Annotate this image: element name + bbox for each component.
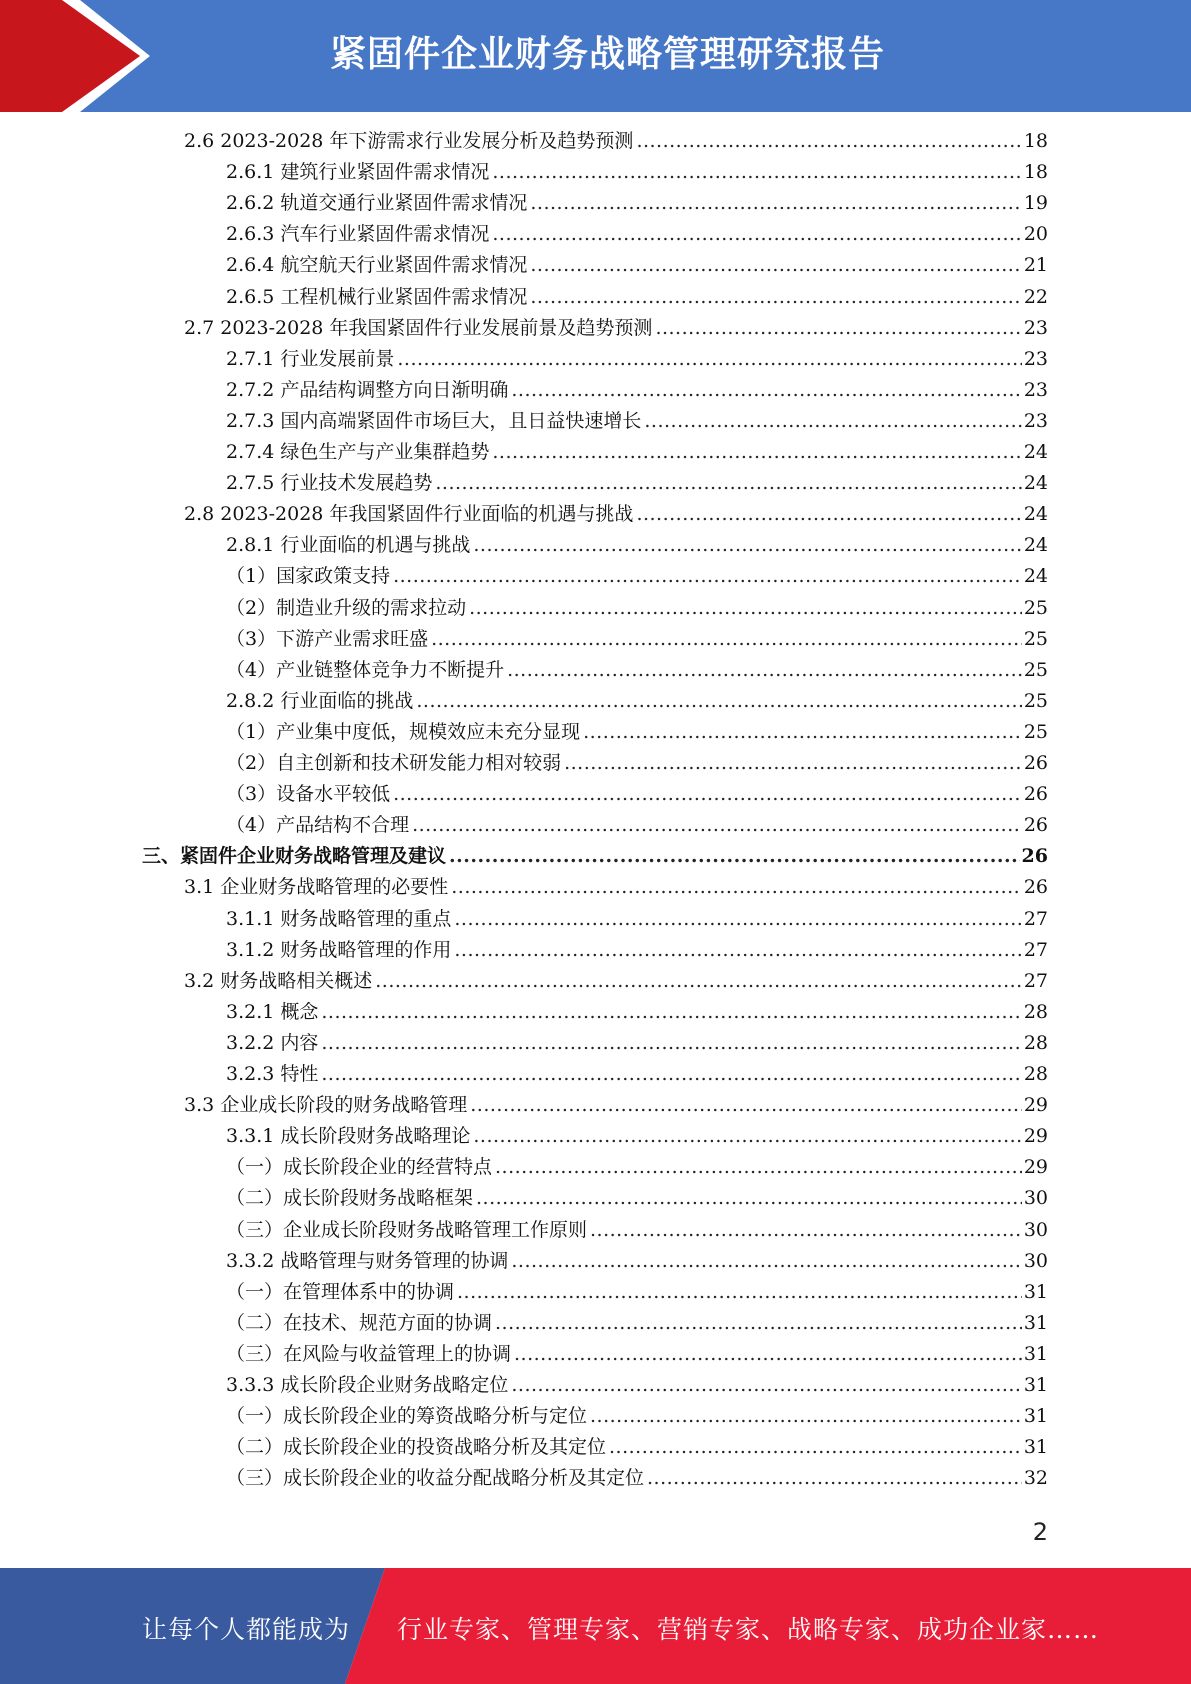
toc-entry-page: 27 bbox=[1023, 938, 1048, 961]
toc-entry-title: 2.8 2023-2028 年我国紧固件行业面临的机遇与挑战 bbox=[184, 503, 634, 526]
toc-entry-title: 3.3 企业成长阶段的财务战略管理 bbox=[184, 1094, 468, 1117]
toc-entry[interactable] bbox=[226, 282, 1048, 313]
toc-entry-title: 2.8.2 行业面临的挑战 bbox=[226, 689, 414, 712]
toc-entry[interactable] bbox=[226, 1152, 1048, 1183]
toc-dot-leader bbox=[470, 1090, 1022, 1121]
toc-entry-title: （三）企业成长阶段财务战略管理工作原则 bbox=[226, 1218, 588, 1241]
toc-dot-leader bbox=[454, 935, 1021, 966]
toc-entry-title: 3.3.3 成长阶段企业财务战略定位 bbox=[226, 1374, 509, 1396]
toc-dot-leader bbox=[583, 717, 1022, 748]
toc-entry-page: 25 bbox=[1023, 720, 1048, 743]
toc-dot-leader bbox=[321, 1059, 1021, 1090]
toc-entry-title: 2.7.3 国内高端紧固件市场巨大，且日益快速增长 bbox=[226, 409, 642, 432]
toc-entry-title: （3）下游产业需求旺盛 bbox=[226, 627, 429, 650]
toc-entry-page: 31 bbox=[1023, 1436, 1048, 1459]
toc-entry-title: （1）国家政策支持 bbox=[226, 565, 391, 588]
toc-entry-page: 25 bbox=[1023, 627, 1048, 650]
toc-dot-leader bbox=[435, 468, 1021, 499]
toc-entry[interactable] bbox=[226, 375, 1048, 406]
toc-entry-page: 20 bbox=[1023, 223, 1048, 246]
toc-entry-page: 30 bbox=[1023, 1218, 1048, 1241]
toc-entry-page: 28 bbox=[1023, 1063, 1048, 1085]
toc-dot-leader bbox=[564, 748, 1022, 779]
toc-entry[interactable] bbox=[226, 1401, 1048, 1432]
toc-entry-page: 27 bbox=[1023, 907, 1048, 930]
toc-entry-page: 28 bbox=[1023, 1000, 1048, 1023]
toc-dot-leader bbox=[393, 561, 1022, 592]
toc-entry[interactable] bbox=[226, 468, 1048, 499]
toc-dot-leader bbox=[454, 904, 1021, 935]
toc-entry[interactable] bbox=[184, 126, 1048, 157]
toc-entry-page: 19 bbox=[1023, 192, 1048, 215]
toc-entry-page: 30 bbox=[1023, 1249, 1048, 1272]
toc-entry-title: （一）在管理体系中的协调 bbox=[226, 1280, 455, 1303]
toc-entry-page: 24 bbox=[1023, 472, 1048, 495]
toc-entry-page: 26 bbox=[1023, 814, 1048, 837]
toc-entry-title: （1）产业集中度低，规模效应未充分显现 bbox=[226, 720, 581, 743]
toc-entry-title: （3）设备水平较低 bbox=[226, 783, 391, 806]
toc-entry-title: （2）自主创新和技术研发能力相对较弱 bbox=[226, 752, 562, 774]
toc-dot-leader bbox=[647, 1463, 1022, 1494]
toc-entry-page: 26 bbox=[1023, 752, 1048, 774]
toc-entry-page: 31 bbox=[1023, 1311, 1048, 1334]
toc-entry[interactable] bbox=[184, 313, 1048, 344]
toc-entry[interactable] bbox=[226, 717, 1048, 748]
toc-entry-title: 2.8.1 行业面临的机遇与挑战 bbox=[226, 534, 471, 557]
toc-entry-page: 25 bbox=[1023, 689, 1048, 712]
toc-entry-page: 29 bbox=[1023, 1094, 1048, 1117]
toc-entry-title: 3.2.2 内容 bbox=[226, 1031, 319, 1054]
report-title: 紧固件企业财务战略管理研究报告 bbox=[329, 34, 885, 75]
toc-dot-leader bbox=[431, 624, 1022, 655]
toc-entry[interactable] bbox=[226, 686, 1048, 717]
toc-entry[interactable] bbox=[226, 219, 1048, 250]
toc-entry-page: 24 bbox=[1023, 534, 1048, 557]
toc-entry-title: （二）成长阶段财务战略框架 bbox=[226, 1187, 474, 1210]
toc-dot-leader bbox=[511, 1246, 1021, 1277]
toc-dot-leader bbox=[655, 313, 1021, 344]
toc-dot-leader bbox=[451, 872, 1022, 903]
toc-entry[interactable] bbox=[184, 1090, 1048, 1121]
toc-dot-leader bbox=[457, 1277, 1022, 1308]
toc-entry-title: 3.2.3 特性 bbox=[226, 1063, 319, 1085]
toc-entry-title: 3.1.2 财务战略管理的作用 bbox=[226, 938, 452, 961]
toc-entry[interactable] bbox=[226, 1277, 1048, 1308]
toc-entry-page: 18 bbox=[1023, 130, 1048, 152]
toc-dot-leader bbox=[469, 593, 1022, 624]
toc-entry-page: 18 bbox=[1023, 161, 1048, 184]
toc-dot-leader bbox=[321, 997, 1021, 1028]
toc-entry[interactable] bbox=[226, 655, 1048, 686]
toc-entry[interactable] bbox=[226, 530, 1048, 561]
toc-entry-page: 25 bbox=[1023, 658, 1048, 681]
toc-dot-leader bbox=[412, 810, 1022, 841]
toc-dot-leader bbox=[644, 406, 1021, 437]
toc-dot-leader bbox=[636, 499, 1021, 530]
toc-entry-title: 3.1 企业财务战略管理的必要性 bbox=[184, 876, 449, 899]
toc-dot-leader bbox=[495, 1152, 1022, 1183]
toc-entry-title: 2.7.1 行业发展前景 bbox=[226, 347, 395, 370]
toc-dot-leader bbox=[416, 686, 1021, 717]
toc-entry-page: 31 bbox=[1023, 1405, 1048, 1428]
toc-entry-title: 2.6.2 轨道交通行业紧固件需求情况 bbox=[226, 192, 528, 215]
toc-dot-leader bbox=[393, 779, 1022, 810]
toc-dot-leader bbox=[375, 966, 1022, 997]
toc-entry-title: （三）成长阶段企业的收益分配战略分析及其定位 bbox=[226, 1467, 645, 1490]
toc-entry-page: 26 bbox=[1021, 845, 1048, 868]
toc-entry[interactable] bbox=[226, 1246, 1048, 1277]
toc-entry-title: （二）在技术、规范方面的协调 bbox=[226, 1311, 493, 1334]
toc-dot-leader bbox=[492, 219, 1021, 250]
toc-entry-title: （2）制造业升级的需求拉动 bbox=[226, 596, 467, 619]
toc-entry-title: 3.2.1 概念 bbox=[226, 1000, 319, 1023]
toc-entry-title: 2.7.5 行业技术发展趋势 bbox=[226, 472, 433, 495]
toc-entry-title: （4）产业链整体竞争力不断提升 bbox=[226, 658, 505, 681]
toc-entry-title: 2.6.1 建筑行业紧固件需求情况 bbox=[226, 161, 490, 184]
toc-entry[interactable] bbox=[226, 935, 1048, 966]
toc-entry[interactable] bbox=[226, 1059, 1048, 1090]
toc-dot-leader bbox=[530, 250, 1021, 281]
toc-dot-leader bbox=[473, 1121, 1021, 1152]
toc-entry-title: 2.7.4 绿色生产与产业集群趋势 bbox=[226, 441, 490, 463]
toc-entry[interactable] bbox=[184, 966, 1048, 997]
toc-dot-leader bbox=[636, 126, 1021, 157]
toc-entry[interactable] bbox=[226, 1308, 1048, 1339]
page-footer bbox=[0, 1568, 1191, 1684]
toc-entry[interactable] bbox=[226, 624, 1048, 655]
toc-entry-page: 23 bbox=[1023, 316, 1048, 339]
toc-entry-title: 2.7 2023-2028 年我国紧固件行业发展前景及趋势预测 bbox=[184, 316, 653, 339]
toc-entry-page: 21 bbox=[1023, 254, 1048, 277]
toc-entry[interactable] bbox=[226, 1339, 1048, 1370]
toc-dot-leader bbox=[590, 1401, 1022, 1432]
toc-entry[interactable] bbox=[184, 872, 1048, 903]
toc-entry-page: 24 bbox=[1023, 503, 1048, 526]
toc-entry[interactable] bbox=[226, 437, 1048, 468]
toc-entry-title: （二）成长阶段企业的投资战略分析及其定位 bbox=[226, 1436, 607, 1459]
toc-entry-page: 29 bbox=[1023, 1125, 1048, 1148]
toc-entry-page: 23 bbox=[1023, 378, 1048, 401]
toc-entry[interactable] bbox=[226, 1183, 1048, 1214]
toc-entry-title: 三、紧固件企业财务战略管理及建议 bbox=[142, 845, 447, 868]
toc-entry-page: 27 bbox=[1023, 969, 1048, 992]
toc-dot-leader bbox=[476, 1183, 1022, 1214]
toc-entry-page: 24 bbox=[1023, 565, 1048, 588]
toc-entry[interactable] bbox=[226, 157, 1048, 188]
toc-entry[interactable] bbox=[142, 841, 1048, 872]
toc-dot-leader bbox=[492, 437, 1021, 468]
toc-entry[interactable] bbox=[226, 406, 1048, 437]
toc-entry-page: 26 bbox=[1023, 783, 1048, 806]
toc-entry[interactable] bbox=[226, 810, 1048, 841]
toc-entry[interactable] bbox=[184, 499, 1048, 530]
toc-dot-leader bbox=[492, 157, 1021, 188]
toc-entry-page: 24 bbox=[1023, 441, 1048, 463]
toc-entry[interactable] bbox=[226, 250, 1048, 281]
toc-dot-leader bbox=[590, 1215, 1022, 1246]
toc-entry-title: 3.3.1 成长阶段财务战略理论 bbox=[226, 1125, 471, 1148]
toc-dot-leader bbox=[507, 655, 1022, 686]
toc-dot-leader bbox=[397, 344, 1021, 375]
toc-entry-title: 3.1.1 财务战略管理的重点 bbox=[226, 907, 452, 930]
toc-entry-title: 2.7.2 产品结构调整方向日渐明确 bbox=[226, 378, 509, 401]
toc-entry[interactable] bbox=[226, 1463, 1048, 1494]
toc-entry[interactable] bbox=[226, 593, 1048, 624]
page-number: 2 bbox=[1032, 1518, 1048, 1546]
toc-dot-leader bbox=[530, 282, 1021, 313]
toc-entry-title: （一）成长阶段企业的筹资战略分析与定位 bbox=[226, 1405, 588, 1428]
toc-dot-leader bbox=[449, 841, 1020, 872]
toc-entry-page: 30 bbox=[1023, 1187, 1048, 1210]
toc-entry-title: 3.2 财务战略相关概述 bbox=[184, 969, 373, 992]
toc-entry[interactable] bbox=[226, 748, 1048, 779]
toc-entry-title: 2.6.4 航空航天行业紧固件需求情况 bbox=[226, 254, 528, 277]
toc-entry-title: （4）产品结构不合理 bbox=[226, 814, 410, 837]
toc-dot-leader bbox=[495, 1308, 1022, 1339]
toc-entry-page: 31 bbox=[1023, 1280, 1048, 1303]
toc-entry-page: 32 bbox=[1023, 1467, 1048, 1490]
toc-entry-page: 31 bbox=[1023, 1342, 1048, 1365]
toc-entry-page: 26 bbox=[1023, 876, 1048, 899]
toc-entry[interactable] bbox=[226, 904, 1048, 935]
toc-entry-page: 23 bbox=[1023, 347, 1048, 370]
toc-entry-title: （一）成长阶段企业的经营特点 bbox=[226, 1156, 493, 1179]
page-header bbox=[0, 0, 1191, 112]
toc-dot-leader bbox=[609, 1432, 1022, 1463]
toc-entry-page: 28 bbox=[1023, 1031, 1048, 1054]
toc-entry-page: 31 bbox=[1023, 1374, 1048, 1396]
toc-entry-page: 23 bbox=[1023, 409, 1048, 432]
toc-entry[interactable] bbox=[226, 1370, 1048, 1401]
toc-entry-title: （三）在风险与收益管理上的协调 bbox=[226, 1342, 512, 1365]
toc-entry[interactable] bbox=[226, 561, 1048, 592]
toc-entry-title: 2.6.3 汽车行业紧固件需求情况 bbox=[226, 223, 490, 246]
footer-slogan-right: 行业专家、管理专家、营销专家、战略专家、成功企业家…… bbox=[397, 1615, 1100, 1644]
toc-entry-title: 2.6 2023-2028 年下游需求行业发展分析及趋势预测 bbox=[184, 130, 634, 152]
toc-dot-leader bbox=[321, 1028, 1021, 1059]
toc-dot-leader bbox=[473, 530, 1021, 561]
toc-dot-leader bbox=[511, 375, 1021, 406]
toc-entry[interactable] bbox=[226, 188, 1048, 219]
toc-entry-title: 2.6.5 工程机械行业紧固件需求情况 bbox=[226, 285, 528, 308]
toc-entry-page: 22 bbox=[1023, 285, 1048, 308]
toc-entry[interactable] bbox=[226, 997, 1048, 1028]
toc-dot-leader bbox=[511, 1370, 1021, 1401]
toc-dot-leader bbox=[514, 1339, 1022, 1370]
toc-entry[interactable] bbox=[226, 1121, 1048, 1152]
footer-slogan-left: 让每个人都能成为 bbox=[142, 1615, 351, 1644]
toc-entry[interactable] bbox=[226, 779, 1048, 810]
toc-entry[interactable] bbox=[226, 344, 1048, 375]
toc-entry[interactable] bbox=[226, 1028, 1048, 1059]
toc-entry[interactable] bbox=[226, 1432, 1048, 1463]
toc-dot-leader bbox=[530, 188, 1021, 219]
toc-entry-page: 25 bbox=[1023, 596, 1048, 619]
toc-entry-title: 3.3.2 战略管理与财务管理的协调 bbox=[226, 1249, 509, 1272]
toc-entry[interactable] bbox=[226, 1215, 1048, 1246]
toc-entry-page: 29 bbox=[1023, 1156, 1048, 1179]
